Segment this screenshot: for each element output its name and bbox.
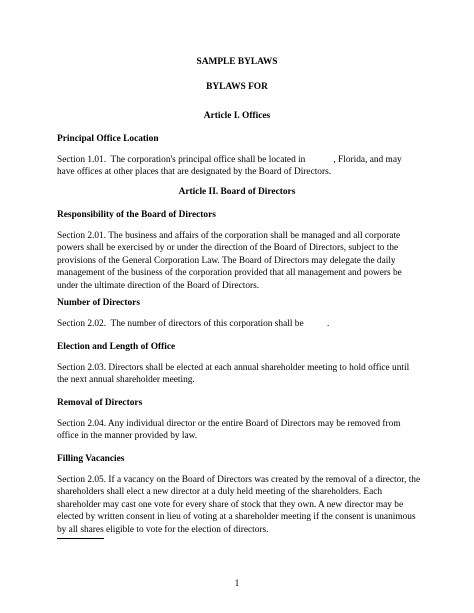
paragraph-line: by all shares eligible to vote for the election of directors.	[57, 524, 269, 535]
section-heading-responsibility: Responsibility of the Board of Directors	[57, 210, 216, 220]
paragraph-line: Section 2.01. The business and affairs of the corporation shall be managed and all corporate	[57, 231, 401, 241]
paragraph-line: Section 2.03. Directors shall be elected at each annual shareholder meeting to hold office until	[57, 363, 410, 373]
section-heading-removal: Removal of Directors	[57, 398, 143, 408]
paragraph-line: shareholders shall elect a new director at a duly held meeting of the shareholders. Each	[57, 487, 383, 498]
section-heading-principal-office: Principal Office Location	[57, 134, 159, 144]
paragraph-line: elected by written consent in lieu of voting at a shareholder meeting if the consent is unanimous	[57, 512, 416, 523]
page-number: 1	[234, 579, 240, 589]
article-1-heading: Article I. Offices	[203, 111, 271, 121]
paragraph-line: Section 1.01. The corporation's principal office shall be located in , Florida, and may	[57, 155, 402, 165]
section-2-04-text	[57, 418, 422, 443]
section-1-01-text	[57, 154, 422, 179]
section-2-02-text	[57, 318, 422, 330]
document-subtitle: BYLAWS FOR	[206, 82, 268, 92]
paragraph-line: Section 2.04. Any individual director or the entire Board of Directors may be removed from	[57, 419, 401, 429]
paragraph-line: powers shall be exercised by or under the direction of the Board of Directors, subject to the	[57, 243, 399, 254]
paragraph-line: provisions of the General Corporation Law. The Board of Directors may delegate the daily	[57, 255, 396, 266]
paragraph-line: office in the manner provided by law.	[57, 431, 198, 442]
paragraph-line: Section 2.05. If a vacancy on the Board of Directors was created by the removal of a director, the	[57, 475, 421, 485]
section-2-01-text	[57, 230, 422, 292]
section-2-03-text	[57, 362, 422, 387]
section-heading-number-of-directors: Number of Directors	[57, 298, 140, 308]
article-2-heading: Article II. Board of Directors	[178, 187, 296, 197]
paragraph-line: Section 2.02. The number of directors of this corporation shall be .	[57, 319, 330, 329]
paragraph-line: under the ultimate direction of the Board of Directors.	[57, 280, 260, 291]
paragraph-line: the next annual shareholder meeting.	[57, 375, 195, 386]
paragraph-line: shareholder may cast one vote for every share of stock that they own. A new director may be	[57, 499, 404, 510]
document-title: SAMPLE BYLAWS	[196, 57, 278, 67]
section-heading-election: Election and Length of Office	[57, 342, 176, 352]
paragraph-line: have offices at other places that are designated by the Board of Directors.	[57, 167, 332, 178]
footnote-divider	[57, 538, 104, 539]
section-heading-filling-vacancies: Filling Vacancies	[57, 454, 125, 464]
paragraph-line: management of the business of the corporation provided that all management and powers be	[57, 268, 402, 279]
section-2-05-text	[57, 474, 422, 536]
